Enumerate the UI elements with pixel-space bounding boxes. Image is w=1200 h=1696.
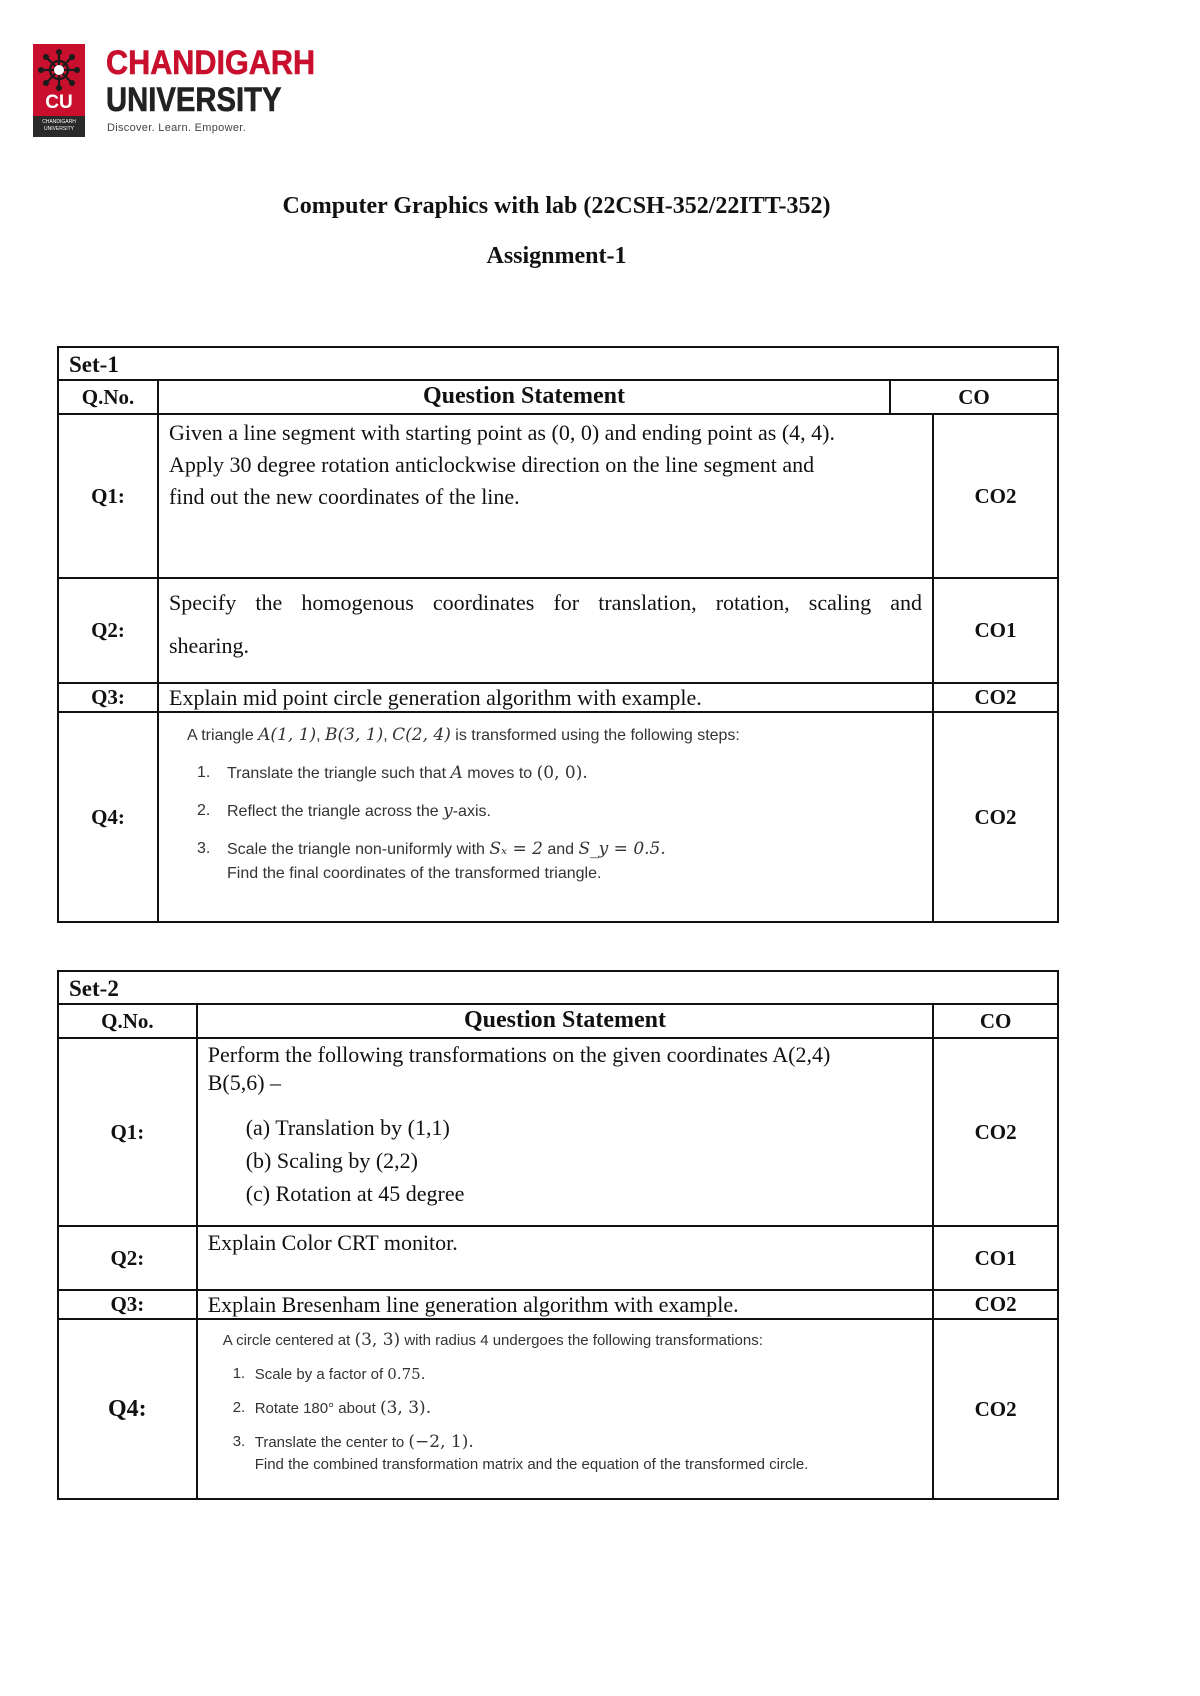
set1-q4-step1-b: moves to [462,765,537,782]
logo-tagline: Discover. Learn. Empower. [107,122,246,134]
logo-university: UNIVERSITY [106,81,282,119]
set2-row-q1 [59,1039,1057,1227]
set2-q4-step1-a: Scale by a factor of [254,1366,388,1383]
set1-q4-co: CO2 [932,713,1057,921]
set1-q4-steps [187,763,922,860]
set2-header-statement: Question Statement [463,1007,666,1033]
set1-q4-step2-b: -axis. [452,803,491,820]
set1-q4-intro: A triangle A(1, 1), B(3, 1), C(2, 4) is transformed using the following steps: [187,725,740,745]
set1-q4-content [187,725,922,884]
set2-row-q2 [59,1227,1057,1291]
set2-row-q3 [59,1291,1057,1320]
set2-q1-line2: B(5,6) – [207,1070,282,1095]
set2-q1-item-b: (b) Scaling by (2,2) [245,1148,419,1173]
set1-header-row [59,381,1057,415]
set1-q4-step2-a: Reflect the triangle across the [227,803,444,820]
set2-q2-number: Q2: [59,1227,198,1289]
set1-q3-statement: Explain mid point circle generation algorithm with example. [169,685,702,710]
set2-q4-step3 [223,1432,923,1453]
set1-q2-number: Q2: [59,579,159,682]
set2-q4-step1-math: 0.75. [387,1365,426,1383]
set2-q1-statement [198,1039,933,1225]
set2-q4-step3-a: Translate the center to [254,1434,409,1451]
set2-q4-step3-num: 3. [232,1433,246,1450]
set2-q4-content [223,1330,923,1475]
set2-q4-intro-b: with radius 4 undergoes the following transformations: [400,1332,763,1349]
set1-row-q4 [59,713,1057,921]
set2-q4-step2-math: (3, 3). [379,1398,432,1418]
logo-emblem [33,44,85,137]
set2-q4-intro [223,1330,923,1351]
set1-q4-statement [159,713,932,921]
set2-q4-center: (3, 3) [354,1330,401,1350]
set1-q4-intro-b: is transformed using the following steps: [450,727,740,744]
set2-header-row [59,1005,1057,1039]
set1-q4-step3 [187,839,922,860]
emblem-small-text: CHANDIGARH UNIVERSITY [33,116,85,137]
set1-q4-intro-a: A triangle [187,727,259,744]
set2-q4-intro-a: A circle centered at [222,1332,355,1349]
set1-q1-number: Q1: [59,415,159,577]
set1-q1-co: CO2 [932,415,1057,577]
document-title: Computer Graphics with lab (22CSH-352/22ITT-352) [282,193,831,219]
set1-q4-step1 [187,763,922,784]
set2-q4-statement [198,1320,933,1498]
set1-header-qno: Q.No. [59,381,159,413]
set1-q4-step1-a: Translate the triangle such that [227,765,451,782]
set1-q4-point-c: C(2, 4) [392,725,451,745]
set1-q2-co: CO1 [932,579,1057,682]
university-logo [33,44,316,144]
emblem-wheel-icon [37,48,81,92]
set1-q4-step3-sy: S_y = 0.5. [578,839,666,859]
set2-q4-number: Q4: [59,1320,198,1498]
set2-q4-step3-math: (−2, 1). [408,1432,474,1452]
set1-q4-step3-sx: Sₓ = 2 [489,839,543,859]
set1-q4-step3-a: Scale the triangle non-uniformly with [227,841,490,858]
set2-q2-statement: Explain Color CRT monitor. [207,1230,458,1255]
set2-q1-subitems [208,1111,923,1210]
set2-q4-steps [223,1364,923,1453]
set1-q4-step2-var: y [443,801,453,821]
set1-q2-line2: shearing. [169,633,250,658]
set2-q1-co: CO2 [932,1039,1057,1225]
set1-q4-point-a: A(1, 1) [258,725,317,745]
set2-q4-step2-num: 2. [232,1399,246,1416]
set2-q3-statement: Explain Bresenham line generation algorithm with example. [207,1292,739,1317]
set2-header-co: CO [932,1005,1057,1037]
set1-q4-final: Find the final coordinates of the transformed triangle. [227,865,602,882]
set1-q4-step3-b: and [542,841,579,858]
set1-row-q2 [59,579,1057,684]
set2-q4-step2-a: Rotate 180° about [254,1400,380,1417]
set1-q2-statement [159,579,932,682]
set2-q4-final: Find the combined transformation matrix and the equation of the transformed circle. [254,1456,809,1473]
set1-q1-line2: Apply 30 degree rotation anticlockwise direction on the line segment and [169,452,815,477]
set2-row-q4 [59,1320,1057,1498]
set1-q2-line1: Specify the homogenous coordinates for translation, rotation, scaling and [169,590,922,615]
set2-q4-co: CO2 [932,1320,1057,1498]
set1-row-q3 [59,684,1057,713]
set1-q4-step1-var: A [450,763,463,783]
set2-q2-co: CO1 [932,1227,1057,1289]
set1-q4-point-b: B(3, 1) [325,725,384,745]
set1-q4-step1-math: (0, 0). [536,763,588,783]
set1-q4-step3-num: 3. [197,840,211,857]
set2-q1-line1: Perform the following transformations on the given coordinates A(2,4) [207,1042,831,1067]
set2-q4-step1 [223,1364,923,1385]
set1-q3-number: Q3: [59,684,159,711]
set1-table [57,346,1059,923]
set1-header-statement: Question Statement [423,383,625,409]
set2-q4-step1-num: 1. [232,1365,246,1382]
emblem-cu-text: CU [45,92,73,113]
set1-q4-number: Q4: [59,713,159,921]
set1-q3-co: CO2 [932,684,1057,711]
set2-q4-step2 [223,1398,923,1419]
set1-row-q1 [59,415,1057,579]
set2-title: Set-2 [59,972,1057,1005]
set2-q3-number: Q3: [59,1291,198,1318]
set1-q1-line3: find out the new coordinates of the line. [169,484,520,509]
document-subtitle: Assignment-1 [486,243,627,269]
set1-q4-step2 [187,801,922,822]
set1-q4-step2-num: 2. [197,802,211,819]
set2-q1-item-a: (a) Translation by (1,1) [245,1115,450,1140]
set1-q4-step1-num: 1. [197,764,211,781]
set1-title: Set-1 [59,348,1057,381]
set2-table [57,970,1059,1500]
set1-q1-statement [159,415,932,577]
set1-header-co: CO [889,381,1057,413]
set2-q3-co: CO2 [932,1291,1057,1318]
set2-header-qno: Q.No. [59,1005,198,1037]
set2-q1-number: Q1: [59,1039,198,1225]
set2-q1-item-c: (c) Rotation at 45 degree [245,1181,465,1206]
logo-chandigarh: CHANDIGARH [106,44,316,82]
set1-q1-line1: Given a line segment with starting point as (0, 0) and ending point as (4, 4). [169,420,835,445]
